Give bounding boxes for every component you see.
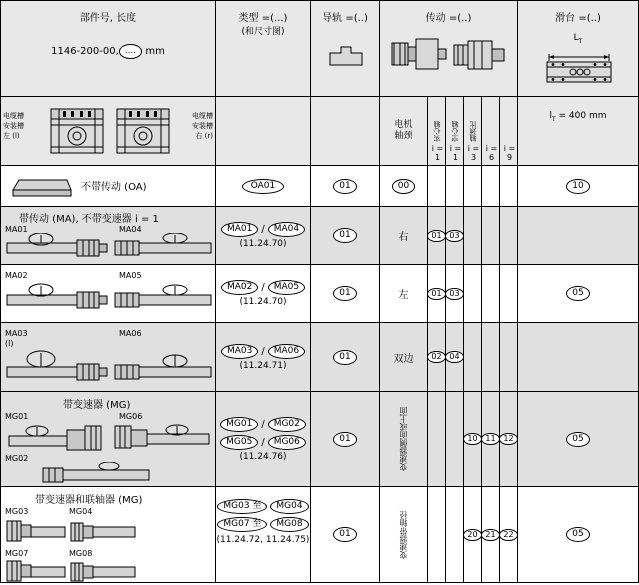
row-mgk-type-code-1: MG03 至 — [217, 499, 267, 514]
row-ma03-ratio-2 — [464, 323, 482, 392]
row-ma03-part — [0, 323, 216, 392]
row-ma01-carriage — [518, 207, 639, 265]
row-ma03-type-sep: / — [261, 345, 265, 357]
row-mgk-carriage — [518, 487, 639, 583]
row-mgk-ratio-2 — [464, 487, 482, 583]
row-mg-label-b: MG06 — [119, 412, 143, 421]
row-ma01-ratio-code-0: 01 — [427, 230, 445, 242]
row-ma02-drive-side: 左 — [398, 290, 409, 301]
row-mg-ratio-code-1: 11 — [481, 433, 499, 445]
part-number-field — [51, 44, 165, 59]
row-ma01-ratio-1 — [446, 207, 464, 265]
row-ma01-ratio-0 — [428, 207, 446, 265]
carriage-drawing — [539, 51, 619, 87]
row-oa-ratio-3 — [482, 166, 500, 207]
row-oa-carriage — [518, 166, 639, 207]
ratio-value-2: i = 3 — [467, 144, 480, 162]
row-mgk-part — [0, 487, 216, 583]
ratio-value-4: i = 9 — [503, 144, 516, 162]
ratio-value-3: i = 6 — [485, 144, 498, 162]
row-mgk-type-code-4: MG08 — [270, 517, 308, 532]
row-mgk-label-d: MG08 — [69, 549, 93, 558]
row-ma02-drawing-right — [113, 281, 215, 315]
row-ma02-carriage — [518, 265, 639, 323]
row-oa-drawing — [9, 172, 75, 200]
subheader-ratio-9 — [500, 97, 518, 166]
col-header-part — [0, 0, 216, 97]
row-ma03-label-b: MA06 — [119, 329, 142, 338]
row-ma03-drive-side: 双边 — [393, 353, 414, 365]
row-mgk-label-c: MG07 — [5, 549, 29, 558]
ratio-value-1: i = 1 — [449, 144, 462, 162]
row-ma03-carriage — [518, 323, 639, 392]
row-mg-drawing-2 — [113, 422, 213, 454]
carriage-length-note: $l_T = 400$ mm — [549, 111, 607, 123]
row-oa-part — [0, 166, 216, 207]
col-header-drive — [380, 0, 518, 97]
row-oa-carriage-code: 10 — [566, 179, 589, 194]
row-ma03-drive-shaft — [380, 323, 428, 392]
row-mg-type-note: (11.24.76) — [239, 451, 287, 462]
row-mg-part — [0, 392, 216, 487]
row-oa-ratio-4 — [500, 166, 518, 207]
row-ma03-ratio-code-1: 04 — [445, 351, 463, 363]
row-ma03-rail-code: 01 — [333, 350, 356, 365]
subheader-carriage — [518, 97, 639, 166]
row-mg-type-codes-2 — [220, 435, 306, 450]
row-ma02-type — [216, 265, 311, 323]
cross-section-right-drawing — [113, 105, 173, 161]
ratio-header-hollow: 空心轴 — [450, 120, 459, 142]
row-mgk-carriage-code: 05 — [566, 527, 589, 542]
row-ma03-type-code-2: MA06 — [268, 344, 305, 359]
cable-duct-left-label: 电缆槽 安装槽 左 (l) — [3, 112, 24, 140]
row-mg-ratio-0 — [428, 392, 446, 487]
row-mgk-rail — [311, 487, 380, 583]
row-mg-type — [216, 392, 311, 487]
row-oa-ratio-2 — [464, 166, 482, 207]
row-ma02-label-a: MA02 — [5, 271, 28, 280]
row-mg-label-a: MG01 — [5, 412, 29, 421]
row-ma03-ratio-3 — [482, 323, 500, 392]
row-mgk-title: 带变速器和联轴器 (MG) — [35, 495, 143, 506]
row-mg-drive-side: 变速器侧面或上面 — [399, 407, 408, 471]
rail-profile-drawing — [324, 39, 368, 73]
row-ma01-drawing-left — [5, 233, 109, 263]
row-mg-rail-code: 01 — [333, 432, 356, 447]
row-mgk-label-a: MG03 — [5, 507, 29, 516]
row-ma01-label-b: MA04 — [119, 225, 142, 234]
row-mgk-type-note: (11.24.72, 11.24.75) — [216, 535, 310, 545]
row-oa-ratio-1 — [446, 166, 464, 207]
ratio-value-0: i = 1 — [431, 144, 444, 162]
row-mgk-drawing-2 — [69, 517, 139, 547]
row-ma01-part — [0, 207, 216, 265]
ratio-header-solid: 实心轴 — [432, 120, 441, 142]
row-ma03-ratio-code-0: 02 — [427, 351, 445, 363]
row-oa-type-code: OA01 — [242, 179, 285, 194]
row-ma03-type-codes — [221, 344, 305, 359]
col-header-type — [216, 0, 311, 97]
row-oa-type — [216, 166, 311, 207]
row-mg-drawing-3 — [41, 462, 171, 486]
drive-motor-drawing — [388, 31, 510, 79]
row-mgk-rail-code: 01 — [333, 527, 356, 542]
row-ma02-ratio-0 — [428, 265, 446, 323]
subheader-ratio-6 — [482, 97, 500, 166]
row-ma01-type-sep: / — [261, 224, 265, 235]
subheader-rail — [311, 97, 380, 166]
col-header-rail — [311, 0, 380, 97]
row-oa-rail — [311, 166, 380, 207]
row-ma03-type-code-1: MA03 — [221, 344, 258, 359]
row-ma01-rail-code: 01 — [333, 228, 356, 243]
col-header-rail-title: 导轨 =(..) — [322, 13, 368, 24]
subheader-motor-shaft — [380, 97, 428, 166]
row-mg-type-sep-1: / — [261, 418, 265, 430]
row-ma02-ratio-3 — [482, 265, 500, 323]
row-ma01-ratio-2 — [464, 207, 482, 265]
row-ma03-type — [216, 323, 311, 392]
row-mgk-type-code-3: MG07 至 — [217, 517, 267, 532]
row-ma02-type-code-1: MA02 — [221, 280, 258, 295]
row-mgk-drawing-1 — [5, 517, 67, 547]
row-ma01-drawing-right — [113, 233, 215, 263]
row-ma03-label-a: MA03 — [5, 329, 28, 338]
col-header-type-sub: (和尺寸图) — [241, 27, 285, 37]
row-ma02-label-b: MA05 — [119, 271, 142, 280]
row-mgk-ratio-code-2: 22 — [499, 529, 517, 541]
row-mg-rail — [311, 392, 380, 487]
subheader-ratio-hollow — [446, 97, 464, 166]
row-ma01-drive-shaft — [380, 207, 428, 265]
row-ma01-ratio-4 — [500, 207, 518, 265]
row-mg-drive-shaft — [380, 392, 428, 487]
row-oa-drive-code: 00 — [392, 179, 415, 194]
cable-duct-right-label: 电缆槽 安装槽 右 (r) — [192, 112, 213, 140]
row-ma03-rail — [311, 323, 380, 392]
row-ma03-ratio-1 — [446, 323, 464, 392]
row-ma03-ratio-0 — [428, 323, 446, 392]
row-mgk-ratio-0 — [428, 487, 446, 583]
row-mg-ratio-4 — [500, 392, 518, 487]
row-mg-title: 带变速器 (MG) — [63, 400, 131, 411]
row-mgk-ratio-4 — [500, 487, 518, 583]
row-mgk-type-codes-1 — [217, 499, 308, 514]
row-ma03-drawing-left — [5, 349, 109, 389]
row-mg-ratio-code-0: 10 — [463, 433, 481, 445]
row-mg-type-code-2: MG02 — [268, 417, 306, 432]
part-number-suffix: mm — [142, 46, 165, 57]
col-header-carriage — [518, 0, 639, 97]
row-ma02-type-code-2: MA05 — [268, 280, 305, 295]
row-mg-ratio-1 — [446, 392, 464, 487]
row-ma02-type-codes — [221, 280, 305, 295]
row-mg-ratio-code-2: 12 — [499, 433, 517, 445]
row-mg-type-codes-1 — [220, 417, 306, 432]
ratio-header-ratio: 轴颈比 — [468, 120, 477, 142]
row-ma01-drive-side: 右 — [398, 232, 409, 243]
row-mgk-ratio-code-0: 20 — [463, 529, 481, 541]
row-ma01-type-code-1: MA01 — [221, 222, 258, 237]
row-ma02-carriage-code: 05 — [566, 286, 589, 301]
row-ma02-ratio-1 — [446, 265, 464, 323]
row-mgk-ratio-code-1: 21 — [481, 529, 499, 541]
carriage-dim-label: $L_T$ — [573, 33, 583, 45]
row-ma02-ratio-code-1: 03 — [445, 288, 463, 300]
row-mgk-drawing-4 — [69, 559, 139, 585]
row-mg-type-code-4: MG06 — [268, 435, 306, 450]
row-oa-ratio-0 — [428, 166, 446, 207]
row-ma02-ratio-4 — [500, 265, 518, 323]
part-number-prefix: 1146-200-00, — [51, 46, 119, 57]
row-oa-drive-shaft — [380, 166, 428, 207]
subheader-part-drawings — [0, 97, 216, 166]
col-header-type-title: 类型 =(...) — [238, 13, 288, 24]
motor-shaft-label: 电机 轴颈 — [394, 120, 413, 141]
row-mg-type-code-1: MG01 — [220, 417, 258, 432]
row-ma03-drawing-right — [113, 349, 215, 389]
row-mgk-drive-side: 变速器带轴径 — [399, 510, 408, 559]
row-ma03-type-note: (11.24.71) — [239, 360, 287, 371]
row-ma02-drawing-left — [5, 281, 109, 315]
row-ma02-rail — [311, 265, 380, 323]
row-ma02-ratio-2 — [464, 265, 482, 323]
row-mg-ratio-3 — [482, 392, 500, 487]
row-ma01-title: 带传动 (MA), 不带变速器 i = 1 — [19, 214, 159, 225]
row-mg-label-c: MG02 — [5, 454, 29, 463]
col-header-part-title: 部件号, 长度 — [79, 13, 137, 24]
row-oa-title: 不带传动 (OA) — [81, 182, 147, 193]
row-oa-rail-code: 01 — [333, 179, 356, 194]
row-ma01-type-codes — [221, 222, 305, 237]
row-ma01-type — [216, 207, 311, 265]
part-number-bubble: .... — [119, 44, 142, 59]
row-ma03-label-sub: (l) — [5, 339, 14, 348]
subheader-type — [216, 97, 311, 166]
row-mgk-label-b: MG04 — [69, 507, 93, 516]
row-ma01-type-code-2: MA04 — [268, 222, 305, 237]
row-mgk-type-codes-2 — [217, 517, 308, 532]
row-mgk-drawing-3 — [5, 559, 67, 585]
row-ma02-type-sep: / — [261, 282, 265, 293]
row-mg-carriage-code: 05 — [566, 432, 589, 447]
row-ma02-part — [0, 265, 216, 323]
row-ma02-drive-shaft — [380, 265, 428, 323]
row-mgk-type-code-2: MG04 — [270, 499, 308, 514]
row-mg-carriage — [518, 392, 639, 487]
row-ma01-type-note: (11.24.70) — [239, 239, 287, 249]
cross-section-left-drawing — [47, 105, 107, 161]
col-header-carriage-title: 滑台 =(..) — [555, 13, 601, 24]
row-ma02-rail-code: 01 — [333, 286, 356, 301]
row-mgk-ratio-3 — [482, 487, 500, 583]
row-ma01-label-a: MA01 — [5, 225, 28, 234]
row-mgk-type — [216, 487, 311, 583]
col-header-drive-title: 传动 =(..) — [425, 13, 472, 24]
subheader-ratio-solid — [428, 97, 446, 166]
row-mg-drawing-1 — [7, 422, 107, 454]
row-ma01-ratio-3 — [482, 207, 500, 265]
row-ma01-rail — [311, 207, 380, 265]
row-mg-type-code-3: MG05 — [220, 435, 258, 450]
row-mg-ratio-2 — [464, 392, 482, 487]
row-ma02-ratio-code-0: 01 — [427, 288, 445, 300]
row-ma03-ratio-4 — [500, 323, 518, 392]
row-ma02-type-note: (11.24.70) — [239, 297, 287, 307]
row-mgk-ratio-1 — [446, 487, 464, 583]
row-mgk-drive-shaft — [380, 487, 428, 583]
row-mg-type-sep-2: / — [261, 436, 265, 448]
subheader-ratio-label — [464, 97, 482, 166]
row-ma01-ratio-code-1: 03 — [445, 230, 463, 242]
